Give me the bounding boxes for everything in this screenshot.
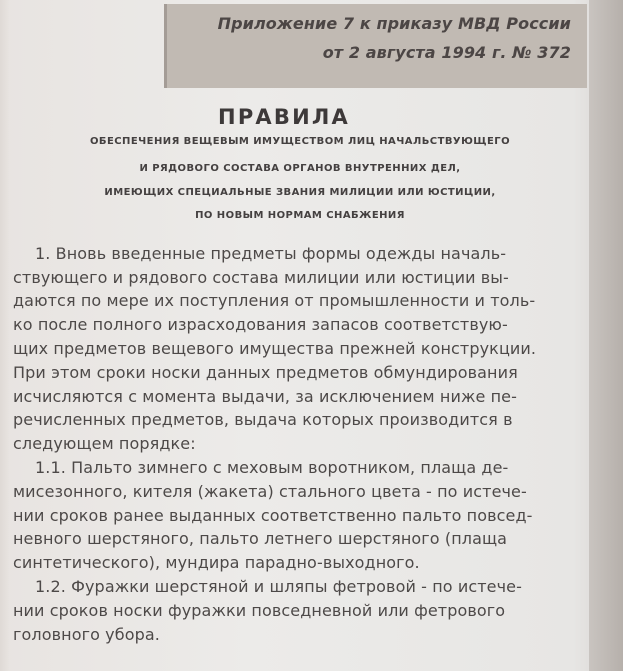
subtitle-line-1: ОБЕСПЕЧЕНИЯ ВЕЩЕВЫМ ИМУЩЕСТВОМ ЛИЦ НАЧАЛЬСТВУЮЩЕГО <box>89 136 511 147</box>
subtitle-line-3: ИМЕЮЩИХ СПЕЦИАЛЬНЫЕ ЗВАНИЯ МИЛИЦИИ ИЛИ ЮСТИЦИИ, <box>104 187 496 198</box>
paragraph-1-1-line-2: мисезонного, кителя (жакета) стального цвета - по истече- <box>13 482 527 501</box>
document-title: ПРАВИЛА <box>218 105 350 129</box>
paragraph-1-2-line-3: головного убора. <box>13 625 160 644</box>
subtitle-line-2: И РЯДОВОГО СОСТАВА ОРГАНОВ ВНУТРЕННИХ ДЕЛ, <box>139 163 461 174</box>
paragraph-1-1-line-5: синтетического), мундира парадно-выходного. <box>13 553 420 572</box>
paragraph-1-1-line-4: невного шерстяного, пальто летнего шерстяного (плаща <box>13 529 508 548</box>
paragraph-1-line-9: следующем порядке: <box>13 434 196 453</box>
paragraph-1-1-line-3: нии сроков ранее выданных соответственно пальто повсед- <box>13 506 533 525</box>
subtitle-line-4: ПО НОВЫМ НОРМАМ СНАБЖЕНИЯ <box>195 210 405 221</box>
annex-reference-line-2: от 2 августа 1994 г. № 372 <box>322 43 571 62</box>
paragraph-1-2-line-1: 1.2. Фуражки шерстяной и шляпы фетровой - по истече- <box>35 577 522 596</box>
paragraph-1-line-4: ко после полного израсходования запасов соответствую- <box>13 315 508 334</box>
paragraph-1-line-3: даются по мере их поступления от промышленности и толь- <box>13 291 536 310</box>
page-fold-shadow <box>0 0 10 671</box>
paragraph-1-line-8: речисленных предметов, выдача которых производится в <box>13 410 513 429</box>
paragraph-1-line-5: щих предметов вещевого имущества прежней конструкции. <box>13 339 537 358</box>
paragraph-1-line-2: ствующего и рядового состава милиции или юстиции вы- <box>13 268 509 287</box>
page-edge-shadow <box>589 0 623 671</box>
paragraph-1-2-line-2: нии сроков носки фуражки повседневной или фетрового <box>13 601 506 620</box>
paragraph-1-line-7: исчисляются с момента выдачи, за исключением ниже пе- <box>13 387 517 406</box>
paragraph-1-1-line-1: 1.1. Пальто зимнего с меховым воротником, плаща де- <box>35 458 509 477</box>
paragraph-1-line-1: 1. Вновь введенные предметы формы одежды началь- <box>35 244 507 263</box>
paragraph-1-line-6: При этом сроки носки данных предметов обмундирования <box>13 363 518 382</box>
annex-reference-line-1: Приложение 7 к приказу МВД России <box>217 14 571 33</box>
